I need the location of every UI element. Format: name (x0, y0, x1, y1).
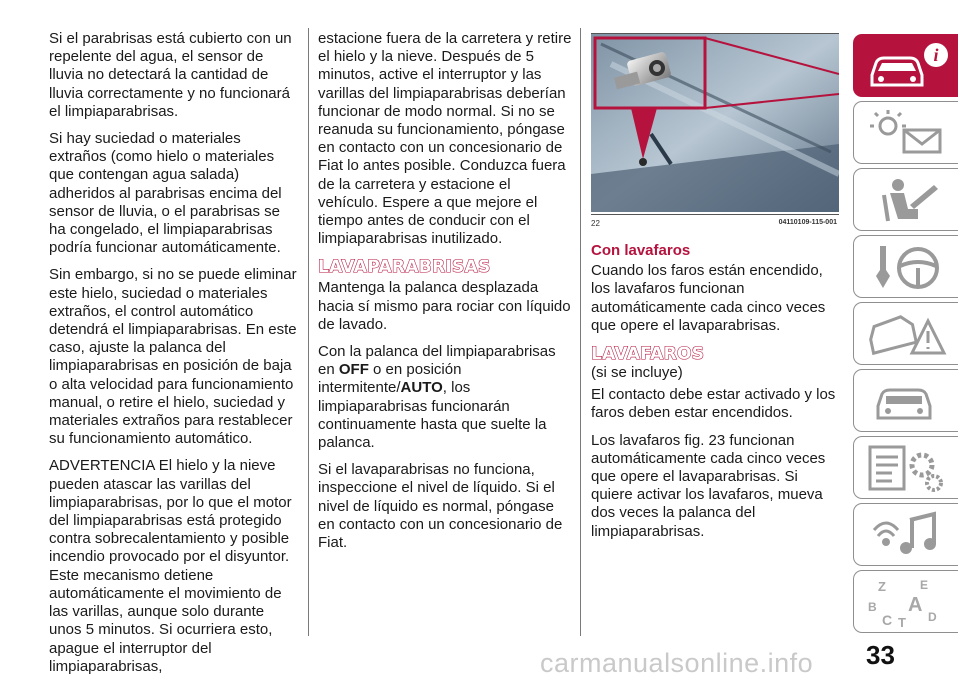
section-heading-lavaparabrisas: LAVAPARABRISAS (318, 257, 491, 278)
svg-text:i: i (933, 45, 939, 65)
paragraph (318, 343, 572, 452)
car-info-icon (864, 41, 954, 91)
tab-car-info[interactable] (853, 34, 958, 97)
index-letter: A (908, 594, 923, 616)
tab-multimedia[interactable] (853, 503, 958, 566)
index-letter: Z (878, 579, 886, 594)
multimedia-icon (864, 510, 954, 560)
figure-code: 04110109-115-001 (778, 219, 837, 226)
index-letter: B (868, 600, 877, 614)
warning-paragraph: ADVERTENCIA El hielo y la nieve pueden atascar las varillas del limpiaparabrisas, por lo que el motor del limpiaparabrisas está protegido contra sobrecalentamiento y posible incendio provocado por el disyuntor. Este mecanismo detiene automáticamente el movimiento de las varillas, aunque solo durante unos 5 minutos. Si ocurriera esto, apague el interruptor del limpiaparabrisas, (49, 457, 292, 675)
paragraph: estacione fuera de la carretera y retire el hielo y la nieve. Después de 5 minutos, active el interruptor y las varillas del limpiaparabrisas deberían funcionar de modo normal. Si no se reanuda su funcionamiento, póngase en contacto con un concesionario de Fiat lo antes posible. Conduzca fuera de la carretera y estacione el vehículo. Espere a que mejore el tiempo antes de conducir con el limpiaparabrisas inutilizado. (318, 30, 572, 248)
index-letter: T (898, 615, 906, 627)
text-run: Con la palanca del limpiaparabrisas en (318, 343, 556, 379)
paragraph: Si el lavaparabrisas no funciona, inspeccione el nivel de líquido. Si el nivel de líquido es normal, póngase en contacto con un concesionario de Fiat. (318, 461, 563, 552)
column-divider (308, 28, 309, 636)
steering-wheel-icon (864, 242, 954, 292)
paragraph: Si el parabrisas está cubierto con un repelente del agua, el sensor de lluvia no detectará la cantidad de lluvia correctamente y no funcionará el limpiaparabrisas. (49, 30, 292, 120)
paragraph: Cuando los faros están encendido, los lavafaros funcionan automáticamente cada cinco veces que opere el lavaparabrisas. (591, 262, 826, 334)
car-emergency-icon (864, 309, 954, 359)
seat-safety-icon (864, 175, 954, 225)
car-maintenance-icon (864, 376, 954, 426)
figure-caption (591, 214, 839, 228)
page-number: 33 (866, 640, 895, 670)
watermark: carmanualsonline.info (540, 648, 814, 678)
text-column-2 (318, 30, 572, 561)
tab-specs[interactable] (853, 436, 958, 499)
index-letter: E (920, 578, 929, 592)
index-letter: C (882, 612, 893, 627)
index-letters-icon (864, 577, 954, 627)
figure-number: 22 (591, 219, 600, 228)
tab-seat-safety[interactable] (853, 168, 958, 231)
bold-auto: AUTO (400, 379, 443, 397)
text-run: o en posición intermitente/ (318, 361, 462, 397)
rain-sensor-figure (591, 34, 839, 212)
chapter-tabs (853, 34, 958, 637)
text-column-1 (49, 30, 297, 685)
tab-emergency[interactable] (853, 302, 958, 365)
tab-steering[interactable] (853, 235, 958, 298)
tab-index[interactable] (853, 570, 958, 633)
tab-warning-lights[interactable] (853, 101, 958, 164)
column-divider (580, 28, 581, 636)
note-text: (si se incluye) (591, 364, 683, 382)
paragraph: Sin embargo, si no se puede eliminar este hielo, suciedad o materiales extraños, el control automático detendrá el limpiaparabrisas. En este caso, ajuste la palanca del limpiaparabrisas en posición de baja o alta velocidad para funcionamiento manual, o retire el hielo, suciedad y materiales extraños para restablecer su funcionamiento automático. (49, 266, 297, 448)
text-run: , los limpiaparabrisas funcionarán continuamente hasta que suelte la palanca. (318, 379, 547, 452)
paragraph: El contacto debe estar activado y los faros deben estar encendidos. (591, 386, 836, 422)
text-column-3 (591, 240, 841, 550)
specs-gears-icon (864, 443, 954, 493)
paragraph: Si hay suciedad o materiales extraños (como hielo o materiales que contengan agua salada) adheridos al parabrisas encima del sensor de lluvia, o el parabrisas se ha congelado, el limpiaparabrisas podría funcionar automáticamente. (49, 130, 282, 257)
section-heading-lavafaros: LAVAFAROS (591, 344, 705, 365)
bold-off: OFF (338, 361, 369, 379)
paragraph: Mantenga la palanca desplazada hacia sí mismo para rociar con líquido de lavado. (318, 279, 571, 333)
tab-maintenance[interactable] (853, 369, 958, 432)
index-letter: D (928, 610, 937, 624)
paragraph: Los lavafaros fig. 23 funcionan automáticamente cada cinco veces que opere el lavaparabrisas. Si quiere activar los lavafaros, mueva dos veces la palanca del limpiaparabrisas. (591, 431, 826, 540)
warning-lights-icon (864, 108, 954, 158)
subheading-con-lavafaros: Con lavafaros (591, 242, 691, 259)
